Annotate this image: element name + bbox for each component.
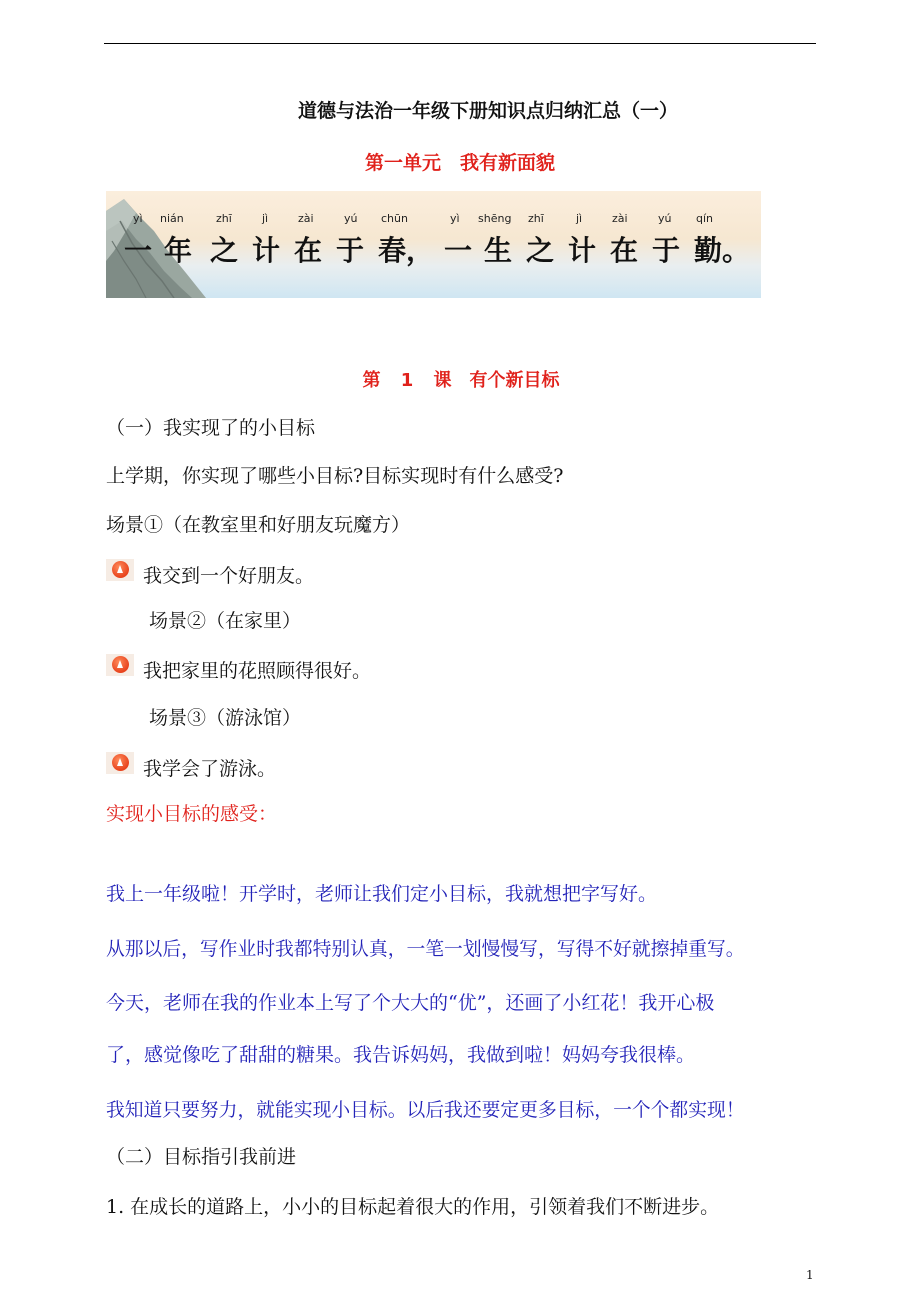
bullet-icon — [106, 654, 134, 676]
answer-text: 我把家里的花照顾得很好。 — [143, 660, 372, 682]
hanzi: 一 — [444, 234, 473, 267]
hanzi: 于 — [336, 234, 365, 267]
pinyin: zhī — [528, 212, 544, 225]
bullet-icon — [106, 752, 134, 774]
pinyin: yì — [450, 212, 460, 225]
hanzi: 在 — [294, 234, 323, 267]
pinyin: zài — [612, 212, 628, 225]
story-line: 从那以后，写作业时我都特别认真，一笔一划慢慢写，写得不好就擦掉重写。 — [106, 939, 745, 960]
bullet-icon — [106, 559, 134, 581]
pinyin-row — [106, 212, 761, 228]
scene-label: 场景③（游泳馆） — [149, 707, 302, 729]
answer-text: 我学会了游泳。 — [143, 758, 277, 780]
hanzi: 春， — [378, 234, 435, 267]
section-heading: （一）我实现了的小目标 — [106, 417, 316, 439]
pinyin: qín — [696, 212, 714, 225]
unit-title: 第一单元 我有新面貌 — [364, 152, 555, 174]
numbered-point: 1. 在成长的道路上，小小的目标起着很大的作用，引领着我们不断进步。 — [106, 1196, 720, 1218]
hanzi: 之 — [210, 234, 239, 267]
hanzi: 勤。 — [694, 234, 751, 267]
hanzi: 于 — [652, 234, 681, 267]
pinyin: yú — [658, 212, 672, 225]
story-line: 今天，老师在我的作业本上写了个大大的“优”，还画了小红花！我开心极 — [106, 992, 715, 1014]
scene-label: 场景②（在家里） — [149, 610, 302, 632]
pinyin: nián — [160, 212, 184, 225]
hanzi: 在 — [610, 234, 639, 267]
header-rule — [104, 43, 816, 44]
hanzi: 生 — [484, 234, 513, 267]
feeling-heading: 实现小目标的感受： — [106, 803, 278, 825]
pinyin: zhī — [216, 212, 232, 225]
proverb-text — [106, 229, 761, 269]
hanzi: 年 — [164, 234, 193, 267]
pinyin: yì — [133, 212, 143, 225]
hanzi: 一 — [124, 234, 153, 267]
document-title: 道德与法治一年级下册知识点归纳汇总（一） — [297, 100, 678, 122]
question-text: 上学期，你实现了哪些小目标?目标实现时有什么感受? — [106, 465, 564, 487]
section-heading: （二）目标指引我前进 — [106, 1146, 297, 1168]
scene-label: 场景①（在教室里和好朋友玩魔方） — [106, 514, 411, 536]
story-line: 我上一年级啦！开学时，老师让我们定小目标，我就想把字写好。 — [106, 883, 658, 905]
story-line: 我知道只要努力，就能实现小目标。以后我还要定更多目标，一个个都实现！ — [106, 1100, 745, 1121]
pinyin: jì — [576, 212, 583, 225]
pinyin: chūn — [381, 212, 408, 225]
answer-text: 我交到一个好朋友。 — [143, 565, 315, 587]
pinyin: jì — [262, 212, 269, 225]
pinyin: shēng — [478, 212, 512, 225]
hanzi: 计 — [568, 234, 597, 267]
page-number: 1 — [806, 1268, 814, 1282]
hanzi: 计 — [252, 234, 281, 267]
proverb-banner — [106, 191, 761, 298]
hanzi: 之 — [526, 234, 555, 267]
story-line: 了，感觉像吃了甜甜的糖果。我告诉妈妈，我做到啦！妈妈夸我很棒。 — [106, 1044, 696, 1066]
pinyin: yú — [344, 212, 358, 225]
lesson-title: 第 1 课 有个新目标 — [362, 370, 560, 391]
pinyin: zài — [298, 212, 314, 225]
